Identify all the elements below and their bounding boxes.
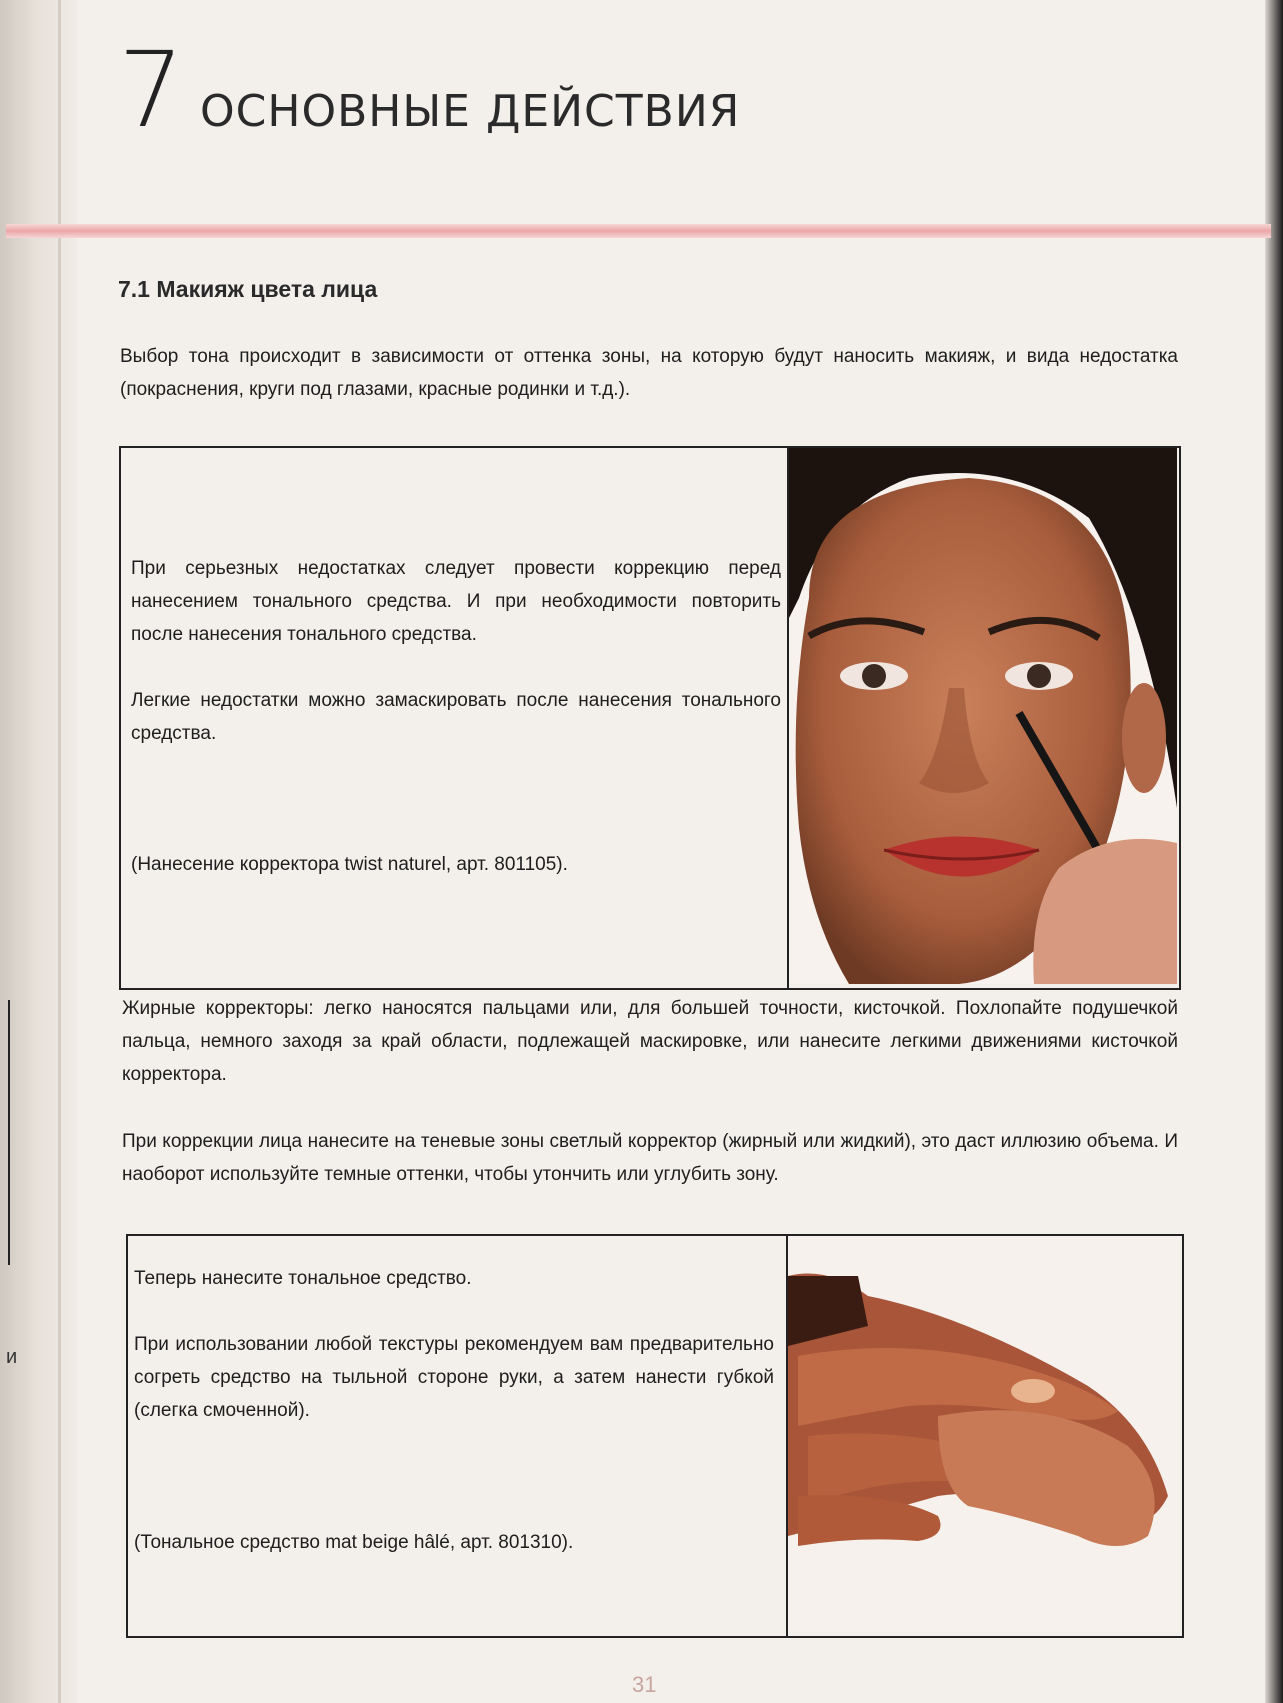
chapter-number: 7	[118, 29, 185, 151]
chapter-divider	[6, 224, 1271, 238]
facing-page-rule	[8, 1000, 10, 1265]
foundation-caption: (Тональное средство mat beige hâlé, арт. 801310).	[134, 1532, 574, 1553]
section-title: 7.1 Макияж цвета лица	[118, 276, 378, 302]
light-flaws-text: Легкие недостатки можно замаскировать после нанесения тонального средства.	[131, 690, 781, 744]
foundation-step-text: Теперь нанесите тональное средство.	[134, 1268, 472, 1289]
page-right-edge	[1265, 0, 1283, 1703]
corrector-box	[119, 446, 1181, 990]
page-number: 31	[632, 1672, 657, 1697]
serious-flaws-text: При серьезных недостатках следует провести коррекцию перед нанесением тонального средства. И при необходимости повторить после нанесения тонального средства.	[131, 558, 781, 645]
hands-photo	[788, 1236, 1180, 1632]
foundation-box	[126, 1234, 1184, 1638]
fatty-correctors-paragraph: Жирные корректоры: легко наносятся пальцами или, для большей точности, кисточкой. Похлопайте подушечкой пальца, немного заходя за край области, подлежащей маскировке, или нанесите легкими движениями кисточкой корректора.	[122, 998, 1178, 1085]
face-correction-paragraph: При коррекции лица нанесите на теневые зоны светлый корректор (жирный или жидкий), это даст иллюзию объема. И наоборот используйте темные оттенки, чтобы утончить или углубить зону.	[122, 1131, 1178, 1185]
intro-paragraph: Выбор тона происходит в зависимости от оттенка зоны, на которую будут наносить макияж, и вида недостатка (покраснения, круги под глазами, красные родинки и т.д.).	[120, 346, 1178, 400]
facing-page-letter: и	[6, 1346, 18, 1368]
book-spine-shadow	[0, 0, 78, 1703]
spine-edge-line	[58, 0, 61, 1703]
face-photo	[789, 448, 1177, 984]
corrector-caption: (Нанесение корректора twist naturel, арт. 801105).	[131, 854, 568, 875]
foundation-warming-text: При использовании любой текстуры рекомендуем вам предварительно согреть средство на тыльной стороне руки, а затем нанести губкой (слегка смоченной).	[134, 1334, 774, 1421]
chapter-title: ОСНОВНЫЕ ДЕЙСТВИЯ	[200, 86, 741, 137]
hands-illustration	[788, 1236, 1180, 1632]
face-illustration	[789, 448, 1177, 984]
